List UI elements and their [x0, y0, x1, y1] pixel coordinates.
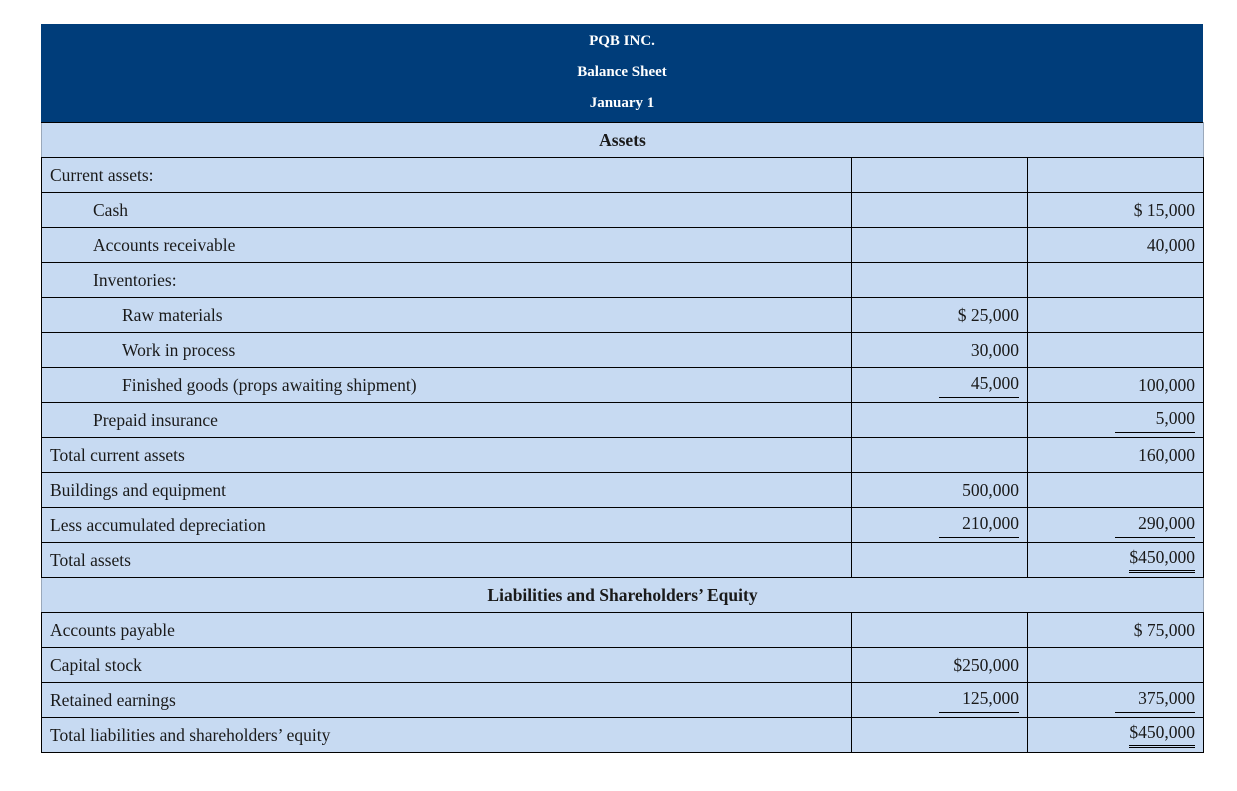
- total-amount-cell: [1028, 158, 1204, 193]
- amount: 210,000: [939, 513, 1019, 538]
- total-amount-cell: [1028, 508, 1204, 543]
- detail-amount-cell: [852, 368, 1028, 403]
- total-amount-cell: [1028, 543, 1204, 578]
- amount: 30,000: [970, 339, 1019, 360]
- amount: 45,000: [939, 373, 1019, 398]
- amount: 5,000: [1115, 408, 1195, 433]
- row-label: Capital stock: [42, 648, 852, 683]
- amount: $250,000: [953, 654, 1019, 675]
- row-label: Retained earnings: [42, 683, 852, 718]
- row-label: Finished goods (props awaiting shipment): [42, 368, 852, 403]
- table-row: [42, 508, 1204, 543]
- detail-amount-cell: [852, 158, 1028, 193]
- table-row: [42, 473, 1204, 508]
- table-row: [42, 368, 1204, 403]
- balance-sheet: [41, 24, 1203, 753]
- amount: 500,000: [962, 479, 1019, 500]
- detail-amount-cell: [852, 193, 1028, 228]
- assets-title: Assets: [42, 123, 1204, 158]
- amount: $ 75,000: [1133, 619, 1196, 640]
- row-label: Total liabilities and shareholders’ equity: [42, 718, 852, 753]
- statement-title: Balance Sheet: [577, 64, 667, 80]
- detail-amount-cell: [852, 473, 1028, 508]
- liabilities-title: Liabilities and Shareholders’ Equity: [42, 578, 1204, 613]
- detail-amount-cell: [852, 543, 1028, 578]
- total-amount-cell: [1028, 683, 1204, 718]
- detail-amount-cell: [852, 333, 1028, 368]
- table-row: [42, 298, 1204, 333]
- assets-section-header: [42, 123, 1204, 158]
- table-row: [42, 648, 1204, 683]
- amount: 375,000: [1115, 688, 1195, 713]
- total-amount-cell: [1028, 438, 1204, 473]
- table-row: [42, 683, 1204, 718]
- table-row: [42, 613, 1204, 648]
- row-label: Less accumulated depreciation: [42, 508, 852, 543]
- total-amount-cell: [1028, 403, 1204, 438]
- row-label: Buildings and equipment: [42, 473, 852, 508]
- row-label: Accounts payable: [42, 613, 852, 648]
- table-row: [42, 403, 1204, 438]
- amount: 125,000: [939, 688, 1019, 713]
- total-amount-cell: [1028, 718, 1204, 753]
- table-row: [42, 228, 1204, 263]
- detail-amount-cell: [852, 683, 1028, 718]
- amount: $450,000: [1129, 722, 1195, 748]
- amount: $ 25,000: [957, 304, 1019, 325]
- total-amount-cell: [1028, 298, 1204, 333]
- company-name: PQB INC.: [589, 33, 655, 49]
- amount: 290,000: [1115, 513, 1195, 538]
- detail-amount-cell: [852, 613, 1028, 648]
- liabilities-section-header: [42, 578, 1204, 613]
- total-amount-cell: [1028, 228, 1204, 263]
- table-row: [42, 333, 1204, 368]
- row-label: Work in process: [42, 333, 852, 368]
- detail-amount-cell: [852, 648, 1028, 683]
- total-amount-cell: [1028, 193, 1204, 228]
- total-amount-cell: [1028, 263, 1204, 298]
- detail-amount-cell: [852, 508, 1028, 543]
- total-amount-cell: [1028, 648, 1204, 683]
- total-amount-cell: [1028, 333, 1204, 368]
- detail-amount-cell: [852, 228, 1028, 263]
- sheet-header: [41, 24, 1203, 122]
- total-amount-cell: [1028, 368, 1204, 403]
- amount: $ 15,000: [1133, 199, 1196, 220]
- detail-amount-cell: [852, 718, 1028, 753]
- amount: $450,000: [1129, 547, 1195, 573]
- table-row: [42, 193, 1204, 228]
- table-row: [42, 718, 1204, 753]
- table-row: [42, 438, 1204, 473]
- amount: 100,000: [1138, 374, 1196, 395]
- detail-amount-cell: [852, 438, 1028, 473]
- detail-amount-cell: [852, 298, 1028, 333]
- row-label: Raw materials: [42, 298, 852, 333]
- row-label: Total assets: [42, 543, 852, 578]
- row-label: Current assets:: [42, 158, 852, 193]
- table-row: [42, 263, 1204, 298]
- row-label: Cash: [42, 193, 852, 228]
- total-amount-cell: [1028, 613, 1204, 648]
- total-amount-cell: [1028, 473, 1204, 508]
- row-label: Prepaid insurance: [42, 403, 852, 438]
- table-row: [42, 158, 1204, 193]
- row-label: Total current assets: [42, 438, 852, 473]
- statement-date: January 1: [589, 95, 655, 111]
- detail-amount-cell: [852, 403, 1028, 438]
- detail-amount-cell: [852, 263, 1028, 298]
- amount: 40,000: [1146, 234, 1196, 255]
- balance-table: [41, 122, 1204, 753]
- row-label: Accounts receivable: [42, 228, 852, 263]
- amount: 160,000: [1138, 444, 1196, 465]
- table-row: [42, 543, 1204, 578]
- row-label: Inventories:: [42, 263, 852, 298]
